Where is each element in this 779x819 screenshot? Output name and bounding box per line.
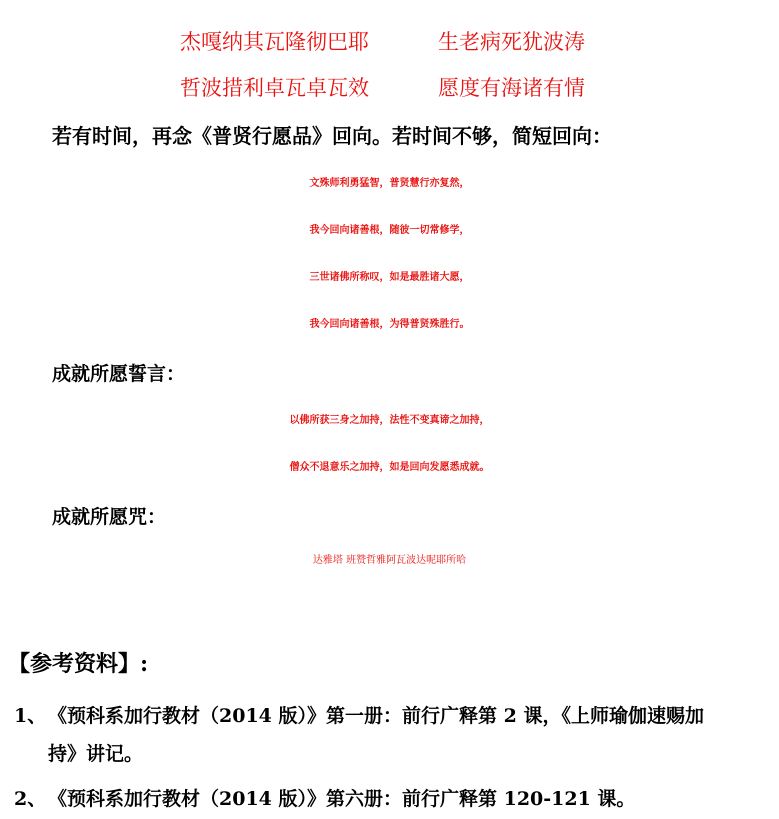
reference-2-number: 2、 [14, 788, 47, 810]
dedication-verse-1: 文殊师利勇猛智，普贤慧行亦复然， [309, 178, 470, 189]
dedication-instruction: 若有时间，再念《普贤行愿品》回向。若时间不够，简短回向： [52, 124, 612, 148]
vow-verse-2: 僧众不退意乐之加持，如是回向发愿悉成就。 [289, 462, 490, 473]
dedication-verse-3: 三世诸佛所称叹，如是最胜诸大愿， [309, 272, 470, 283]
reference-1-text-continued: 持》讲记。 [48, 743, 144, 765]
mantra-row-1-left: 杰嘎纳其瓦隆彻巴耶 [180, 30, 369, 54]
dedication-verse-4: 我今回向诸善根，为得普贤殊胜行。 [309, 319, 470, 330]
vow-verse-1: 以佛所获三身之加持，法性不变真谛之加持， [289, 415, 490, 426]
mantra-row-1-right: 生老病死犹波涛 [438, 30, 585, 54]
reference-1-text: 《预科系加行教材（2014 版）》第一册：前行广释第 2 课，《上师瑜伽速赐加 [48, 705, 704, 727]
references-title: 【参考资料】: [8, 651, 149, 677]
reference-1-number: 1、 [14, 705, 47, 727]
reference-2-text: 《预科系加行教材（2014 版）》第六册：前行广释第 120-121 课。 [48, 788, 636, 810]
mantra-row-2-right: 愿度有海诸有情 [438, 76, 585, 100]
mantra-heading: 成就所愿咒： [52, 506, 167, 528]
wish-fulfilling-mantra: 达雅塔 班赞哲雅阿瓦波达呢耶所哈 [312, 555, 467, 566]
dedication-verse-2: 我今回向诸善根，随彼一切常修学， [309, 225, 470, 236]
vow-heading: 成就所愿誓言： [52, 363, 186, 385]
mantra-row-2-left: 哲波措利卓瓦卓瓦效 [180, 76, 369, 100]
